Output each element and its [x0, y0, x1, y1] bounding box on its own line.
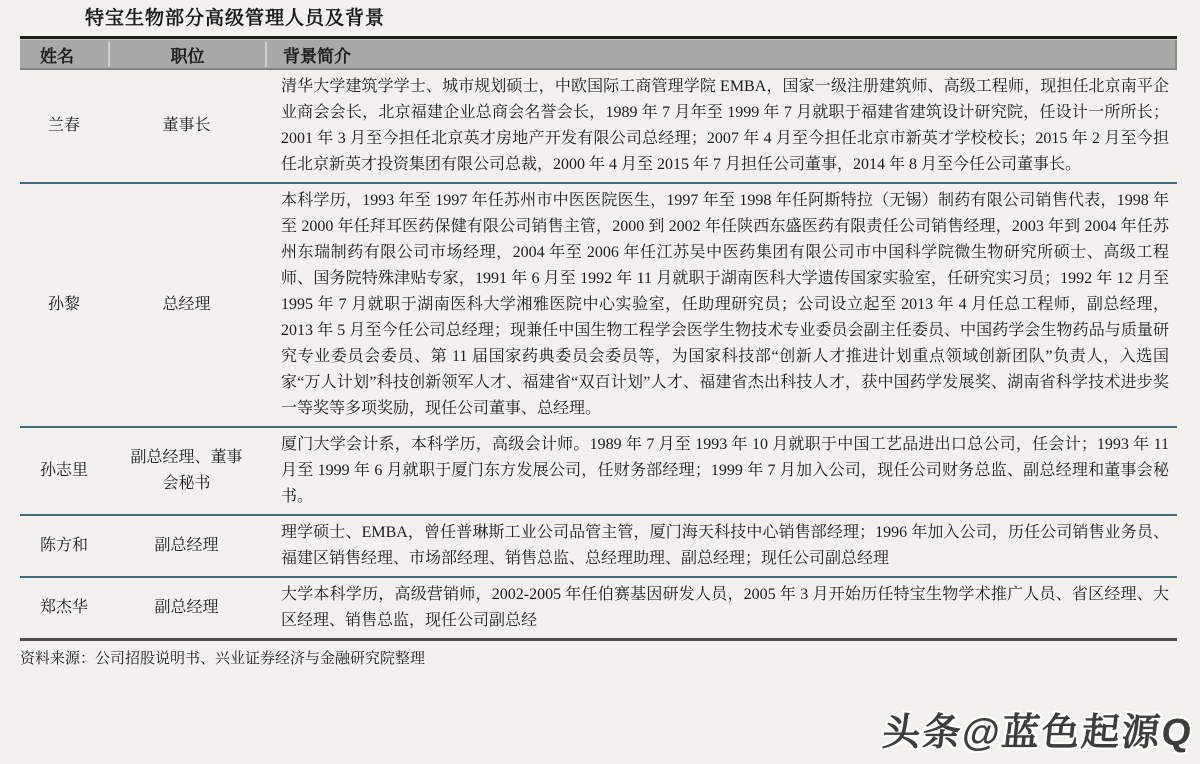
table-row: [20, 70, 1177, 182]
table-header-row: [20, 39, 1177, 70]
cell-background: 理学硕士、EMBA，曾任普琳斯工业公司品管主管，厦门海天科技中心销售部经理；1996 年加入公司，历任公司销售业务员、福建区销售经理、市场部经理、销售总监、总经理助理、副总经理；现任公司副总经理: [281, 524, 1169, 567]
cell-name: 陈方和: [39, 537, 88, 554]
cell-position: 副总经理: [154, 599, 219, 616]
cell-name: 孙黎: [47, 296, 80, 313]
table-row: [20, 426, 1177, 514]
cell-background: 清华大学建筑学学士、城市规划硕士，中欧国际工商管理学院 EMBA，国家一级注册建筑师、高级工程师，现担任北京南平企业商会会长，北京福建企业总商会名誉会长，1989 年 7 月年至 1999 年 7 月就职于福建省建筑设计研究院，任设计一所所长；2001 年 3 月至今担任北京英才房地产开发有限公司总经理；2007 年 4 月至今担任北京市新英才学校校长；2015 年 2 月至今担任北京新英才投资集团有限公司总裁，2000 年 4 月至 2015 年 7 月担任公司董事，2014 年 8 月至今任公司董事长。: [281, 78, 1169, 173]
cell-name: 郑杰华: [39, 599, 88, 616]
header-name: 姓名: [40, 46, 74, 66]
watermark: 头条@蓝色起源Q: [880, 712, 1196, 754]
page-title: 特宝生物部分高级管理人员及背景: [85, 8, 386, 29]
table-row: [20, 182, 1177, 426]
cell-position: 董事长: [162, 117, 211, 134]
table-row: [20, 514, 1177, 576]
cell-position: 总经理: [162, 296, 211, 313]
cell-position: 副总经理、董事会秘书: [130, 449, 243, 492]
cell-position: 副总经理: [154, 537, 219, 554]
cell-background: 本科学历，1993 年至 1997 年任苏州市中医医院医生，1997 年至 1998 年任阿斯特拉（无锡）制药有限公司销售代表，1998 年至 2000 年任拜耳医药保健有限公司销售主管，2000 到 2002 年任陕西东盛医药有限责任公司销售经理，2003 年到 2004 年任苏州东瑞制药有限公司市场经理，2004 年至 2006 年任江苏吴中医药集团有限公司市中国科学院微生物研究所硕士、高级工程师、国务院特殊津贴专家，1991 年 6 月至 1992 年 11 月就职于湖南医科大学遗传国家实验室，任研究实习员；1992 年 12 月至 1995 年 7 月就职于湖南医科大学湘雅医院中心实验室，任助理研究员；公司设立起至 2013 年 4 月任总工程师，副总经理，2013 年 5 月至今任公司总经理；现兼任中国生物工程学会医学生物技术专业委员会副主任委员、中国药学会生物药品与质量研究专业委员会委员、第 11 届国家药典委员会委员等，为国家科技部“创新人才推进计划重点领域创新团队”负责人，入选国家“万人计划”科技创新领军人才、福建省“双百计划”人才、福建省杰出科技人才，获中国药学发展奖、湖南省科学技术进步奖一等奖等多项奖励，现任公司董事、总经理。: [281, 192, 1169, 417]
table-row: [20, 576, 1177, 638]
header-background: 背景简介: [265, 42, 1177, 67]
source-note: 资料来源：公司招股说明书、兴业证券经济与金融研究院整理: [20, 651, 426, 667]
table-body: [20, 70, 1177, 638]
cell-name: 孙志里: [39, 462, 88, 479]
header-position: 职位: [108, 42, 265, 67]
management-table: [20, 36, 1177, 641]
cell-background: 大学本科学历，高级营销师，2002-2005 年任伯赛基因研发人员，2005 年 3 月开始历任特宝生物学术推广人员、省区经理、大区经理、销售总监，现任公司副总经: [281, 586, 1169, 629]
cell-background: 厦门大学会计系，本科学历，高级会计师。1989 年 7 月至 1993 年 10 月就职于中国工艺品进出口总公司，任会计；1993 年 11 月至 1999 年 6 月就职于厦门东方发展公司，任财务部经理；1999 年 7 月加入公司，现任公司财务总监、副总经理和董事会秘书。: [281, 436, 1169, 505]
cell-name: 兰春: [47, 117, 80, 134]
